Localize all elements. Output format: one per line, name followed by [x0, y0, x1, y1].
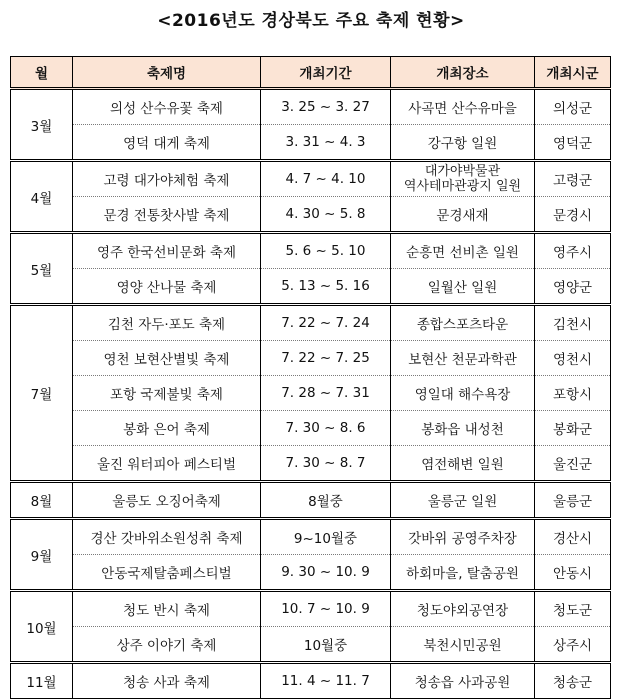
- place-cell: 갓바위 공영주차장: [391, 519, 535, 555]
- table-row: [11, 376, 611, 411]
- period-cell: 3. 25 ~ 3. 27: [261, 89, 391, 125]
- city-cell: 안동시: [535, 555, 611, 591]
- table-row: [11, 555, 611, 591]
- period-cell: 10. 7 ~ 10. 9: [261, 591, 391, 627]
- period-cell: 10월중: [261, 627, 391, 663]
- festival-name-cell: 경산 갓바위소원성취 축제: [73, 519, 261, 555]
- header-period: 개최기간: [261, 57, 391, 89]
- table-row: [11, 125, 611, 161]
- page-title: <2016년도 경상북도 주요 축제 현황>: [157, 11, 465, 31]
- festival-name-cell: 울릉도 오징어축제: [73, 482, 261, 519]
- period-cell: 3. 31 ~ 4. 3: [261, 125, 391, 161]
- table-row: [11, 482, 611, 519]
- table-header-row: [11, 57, 611, 89]
- festival-name-cell: 청송 사과 축제: [73, 663, 261, 699]
- table-row: [11, 411, 611, 446]
- month-cell: 3월: [11, 89, 73, 161]
- header-month: 월: [11, 57, 73, 89]
- festival-name-cell: 영덕 대게 축제: [73, 125, 261, 161]
- period-cell: 9. 30 ~ 10. 9: [261, 555, 391, 591]
- period-cell: 7. 30 ~ 8. 7: [261, 446, 391, 482]
- place-cell: 문경새재: [391, 197, 535, 233]
- table-row: [11, 341, 611, 376]
- period-cell: 7. 22 ~ 7. 24: [261, 305, 391, 341]
- city-cell: 문경시: [535, 197, 611, 233]
- city-cell: 김천시: [535, 305, 611, 341]
- place-cell: 영일대 해수욕장: [391, 376, 535, 411]
- city-cell: 영천시: [535, 341, 611, 376]
- city-cell: 봉화군: [535, 411, 611, 446]
- festival-name-cell: 청도 반시 축제: [73, 591, 261, 627]
- period-cell: 7. 30 ~ 8. 6: [261, 411, 391, 446]
- city-cell: 의성군: [535, 89, 611, 125]
- table-row: [11, 161, 611, 197]
- place-cell: 보현산 천문과학관: [391, 341, 535, 376]
- period-cell: 5. 13 ~ 5. 16: [261, 269, 391, 305]
- city-cell: 상주시: [535, 627, 611, 663]
- period-cell: 9~10월중: [261, 519, 391, 555]
- month-cell: 11월: [11, 663, 73, 699]
- period-cell: 11. 4 ~ 11. 7: [261, 663, 391, 699]
- city-cell: 울릉군: [535, 482, 611, 519]
- place-cell: 북천시민공원: [391, 627, 535, 663]
- place-cell: 종합스포츠타운: [391, 305, 535, 341]
- city-cell: 고령군: [535, 161, 611, 197]
- city-cell: 영양군: [535, 269, 611, 305]
- festival-name-cell: 안동국제탈춤페스티벌: [73, 555, 261, 591]
- period-cell: 5. 6 ~ 5. 10: [261, 233, 391, 269]
- month-cell: 5월: [11, 233, 73, 305]
- city-cell: 영덕군: [535, 125, 611, 161]
- city-cell: 영주시: [535, 233, 611, 269]
- table-row: [11, 591, 611, 627]
- period-cell: 7. 28 ~ 7. 31: [261, 376, 391, 411]
- place-cell: 강구항 일원: [391, 125, 535, 161]
- city-cell: 울진군: [535, 446, 611, 482]
- festival-name-cell: 영천 보현산별빛 축제: [73, 341, 261, 376]
- place-cell: 청도야외공연장: [391, 591, 535, 627]
- table-row: [11, 89, 611, 125]
- city-cell: 청도군: [535, 591, 611, 627]
- month-cell: 8월: [11, 482, 73, 519]
- place-cell: 봉화읍 내성천: [391, 411, 535, 446]
- period-cell: 8월중: [261, 482, 391, 519]
- festival-name-cell: 포항 국제불빛 축제: [73, 376, 261, 411]
- festival-name-cell: 의성 산수유꽃 축제: [73, 89, 261, 125]
- festival-name-cell: 고령 대가야체험 축제: [73, 161, 261, 197]
- festival-name-cell: 봉화 은어 축제: [73, 411, 261, 446]
- month-cell: 9월: [11, 519, 73, 591]
- month-cell: 7월: [11, 305, 73, 482]
- period-cell: 4. 7 ~ 4. 10: [261, 161, 391, 197]
- city-cell: 포항시: [535, 376, 611, 411]
- city-cell: 경산시: [535, 519, 611, 555]
- table-row: [11, 446, 611, 482]
- place-line: 역사테마관광지 일원: [403, 179, 522, 194]
- place-cell: 염전해변 일원: [391, 446, 535, 482]
- festival-name-cell: 영양 산나물 축제: [73, 269, 261, 305]
- festival-name-cell: 울진 워터피아 페스티벌: [73, 446, 261, 482]
- table-row: [11, 269, 611, 305]
- month-cell: 4월: [11, 161, 73, 233]
- place-cell: 순흥면 선비촌 일원: [391, 233, 535, 269]
- table-row: [11, 627, 611, 663]
- festival-name-cell: 문경 전통찻사발 축제: [73, 197, 261, 233]
- place-line: 대가야박물관: [424, 164, 501, 179]
- city-cell: 청송군: [535, 663, 611, 699]
- festival-table: [10, 56, 611, 699]
- festival-name-cell: 영주 한국선비문화 축제: [73, 233, 261, 269]
- header-place: 개최장소: [391, 57, 535, 89]
- table-row: [11, 663, 611, 699]
- table-row: [11, 233, 611, 269]
- period-cell: 7. 22 ~ 7. 25: [261, 341, 391, 376]
- month-cell: 10월: [11, 591, 73, 663]
- place-cell: 하회마을, 탈춤공원: [391, 555, 535, 591]
- header-city: 개최시군: [535, 57, 611, 89]
- festival-name-cell: 김천 자두·포도 축제: [73, 305, 261, 341]
- place-cell: 일월산 일원: [391, 269, 535, 305]
- place-cell: 울릉군 일원: [391, 482, 535, 519]
- place-cell: 청송읍 사과공원: [391, 663, 535, 699]
- place-cell: [391, 161, 535, 197]
- table-row: [11, 305, 611, 341]
- table-row: [11, 197, 611, 233]
- festival-name-cell: 상주 이야기 축제: [73, 627, 261, 663]
- table-body: [11, 89, 611, 699]
- period-cell: 4. 30 ~ 5. 8: [261, 197, 391, 233]
- place-cell: 사곡면 산수유마을: [391, 89, 535, 125]
- header-festival-name: 축제명: [73, 57, 261, 89]
- table-row: [11, 519, 611, 555]
